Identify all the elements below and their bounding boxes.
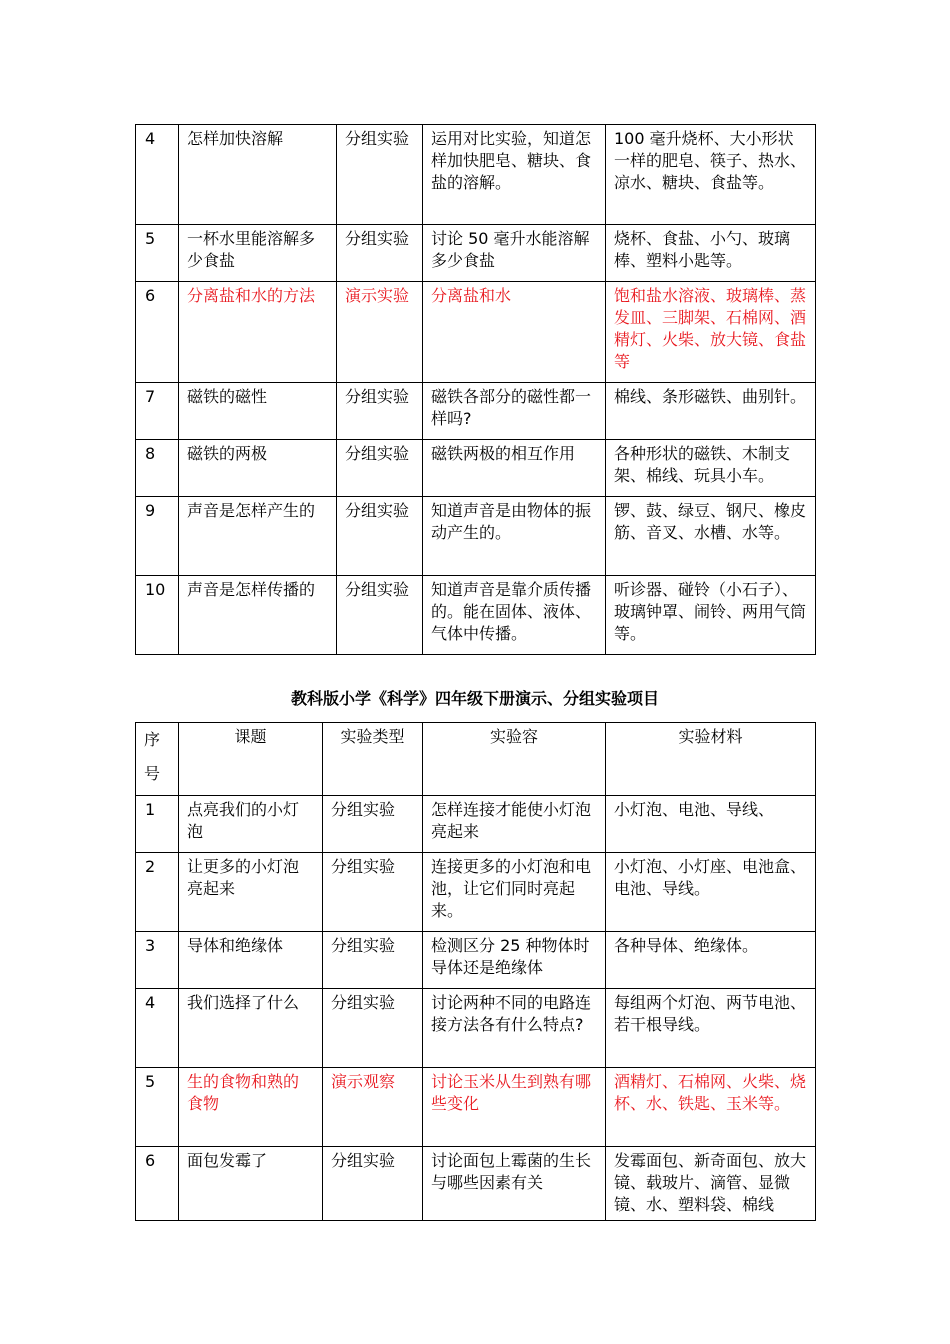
row-type: 分组实验 [337, 125, 423, 225]
row-type: 分组实验 [337, 497, 423, 576]
table-row [136, 440, 816, 497]
experiment-table-1 [135, 124, 816, 655]
row-type: 分组实验 [337, 440, 423, 497]
experiment-table-2 [135, 722, 816, 1221]
row-topic: 声音是怎样传播的 [179, 576, 337, 655]
row-number: 3 [136, 932, 179, 989]
row-topic: 分离盐和水的方法 [179, 282, 337, 383]
row-materials: 锣、鼓、绿豆、钢尺、橡皮筋、音叉、水槽、水等。 [606, 497, 816, 576]
row-topic: 我们选择了什么 [179, 989, 323, 1068]
row-materials: 听诊器、碰铃（小石子）、玻璃钟罩、闹铃、两用气筒等。 [606, 576, 816, 655]
row-number: 7 [136, 383, 179, 440]
row-content: 知道声音是由物体的振动产生的。 [423, 497, 606, 576]
row-topic: 怎样加快溶解 [179, 125, 337, 225]
row-number: 9 [136, 497, 179, 576]
row-materials: 每组两个灯泡、两节电池、若干根导线。 [606, 989, 816, 1068]
column-header-topic: 课题 [179, 723, 323, 796]
row-topic: 导体和绝缘体 [179, 932, 323, 989]
row-topic: 面包发霉了 [179, 1147, 323, 1221]
row-content: 检测区分 25 种物体时导体还是绝缘体 [423, 932, 606, 989]
table-row [136, 225, 816, 282]
row-materials: 各种导体、绝缘体。 [606, 932, 816, 989]
row-number: 2 [136, 853, 179, 932]
table-row-highlighted [136, 1068, 816, 1147]
row-topic: 让更多的小灯泡亮起来 [179, 853, 323, 932]
table-row [136, 1147, 816, 1221]
row-materials: 饱和盐水溶液、玻璃棒、蒸发皿、三脚架、石棉网、酒精灯、火柴、放大镜、食盐等 [606, 282, 816, 383]
column-header-type: 实验类型 [323, 723, 423, 796]
row-topic: 声音是怎样产生的 [179, 497, 337, 576]
row-type: 分组实验 [323, 1147, 423, 1221]
table-header-row [136, 723, 816, 796]
row-type: 分组实验 [337, 225, 423, 282]
table-row-highlighted [136, 282, 816, 383]
row-topic: 磁铁的两极 [179, 440, 337, 497]
row-type: 分组实验 [323, 853, 423, 932]
row-content: 怎样连接才能使小灯泡亮起来 [423, 796, 606, 853]
row-number: 1 [136, 796, 179, 853]
row-type: 分组实验 [323, 989, 423, 1068]
row-topic: 一杯水里能溶解多少食盐 [179, 225, 337, 282]
row-materials: 小灯泡、小灯座、电池盒、电池、导线。 [606, 853, 816, 932]
row-materials: 各种形状的磁铁、木制支架、棉线、玩具小车。 [606, 440, 816, 497]
row-type: 分组实验 [323, 932, 423, 989]
column-header-seq: 序号 [136, 723, 179, 796]
row-content: 连接更多的小灯泡和电池，让它们同时亮起来。 [423, 853, 606, 932]
row-number: 4 [136, 989, 179, 1068]
table-row [136, 796, 816, 853]
row-type: 分组实验 [337, 383, 423, 440]
row-content: 讨论面包上霉菌的生长与哪些因素有关 [423, 1147, 606, 1221]
row-number: 6 [136, 1147, 179, 1221]
table-row [136, 497, 816, 576]
row-content: 运用对比实验，知道怎样加快肥皂、糖块、食盐的溶解。 [423, 125, 606, 225]
section-title: 教科版小学《科学》四年级下册演示、分组实验项目 [290, 689, 659, 708]
table-row [136, 576, 816, 655]
row-content: 讨论两种不同的电路连接方法各有什么特点? [423, 989, 606, 1068]
row-number: 4 [136, 125, 179, 225]
row-materials: 小灯泡、电池、导线、 [606, 796, 816, 853]
table-row [136, 383, 816, 440]
row-number: 10 [136, 576, 179, 655]
row-type: 分组实验 [323, 796, 423, 853]
row-materials: 酒精灯、石棉网、火柴、烧杯、水、铁匙、玉米等。 [606, 1068, 816, 1147]
row-content: 讨论玉米从生到熟有哪些变化 [423, 1068, 606, 1147]
row-number: 5 [136, 1068, 179, 1147]
table-row [136, 932, 816, 989]
row-topic: 点亮我们的小灯泡 [179, 796, 323, 853]
row-materials: 烧杯、食盐、小勺、玻璃棒、塑料小匙等。 [606, 225, 816, 282]
row-content: 磁铁两极的相互作用 [423, 440, 606, 497]
row-content: 知道声音是靠介质传播的。能在固体、液体、气体中传播。 [423, 576, 606, 655]
row-type: 分组实验 [337, 576, 423, 655]
column-header-materials: 实验材料 [606, 723, 816, 796]
row-topic: 磁铁的磁性 [179, 383, 337, 440]
row-topic: 生的食物和熟的食物 [179, 1068, 323, 1147]
row-number: 5 [136, 225, 179, 282]
row-content: 分离盐和水 [423, 282, 606, 383]
row-number: 8 [136, 440, 179, 497]
row-number: 6 [136, 282, 179, 383]
row-materials: 100 毫升烧杯、大小形状一样的肥皂、筷子、热水、凉水、糖块、食盐等。 [606, 125, 816, 225]
table-row [136, 853, 816, 932]
row-materials: 发霉面包、新奇面包、放大镜、载玻片、滴管、显微镜、水、塑料袋、棉线 [606, 1147, 816, 1221]
row-type: 演示实验 [337, 282, 423, 383]
row-content: 讨论 50 毫升水能溶解多少食盐 [423, 225, 606, 282]
row-materials: 棉线、条形磁铁、曲别针。 [606, 383, 816, 440]
row-content: 磁铁各部分的磁性都一样吗? [423, 383, 606, 440]
table-row [136, 125, 816, 225]
row-type: 演示观察 [323, 1068, 423, 1147]
table-row [136, 989, 816, 1068]
column-header-content: 实验容 [423, 723, 606, 796]
